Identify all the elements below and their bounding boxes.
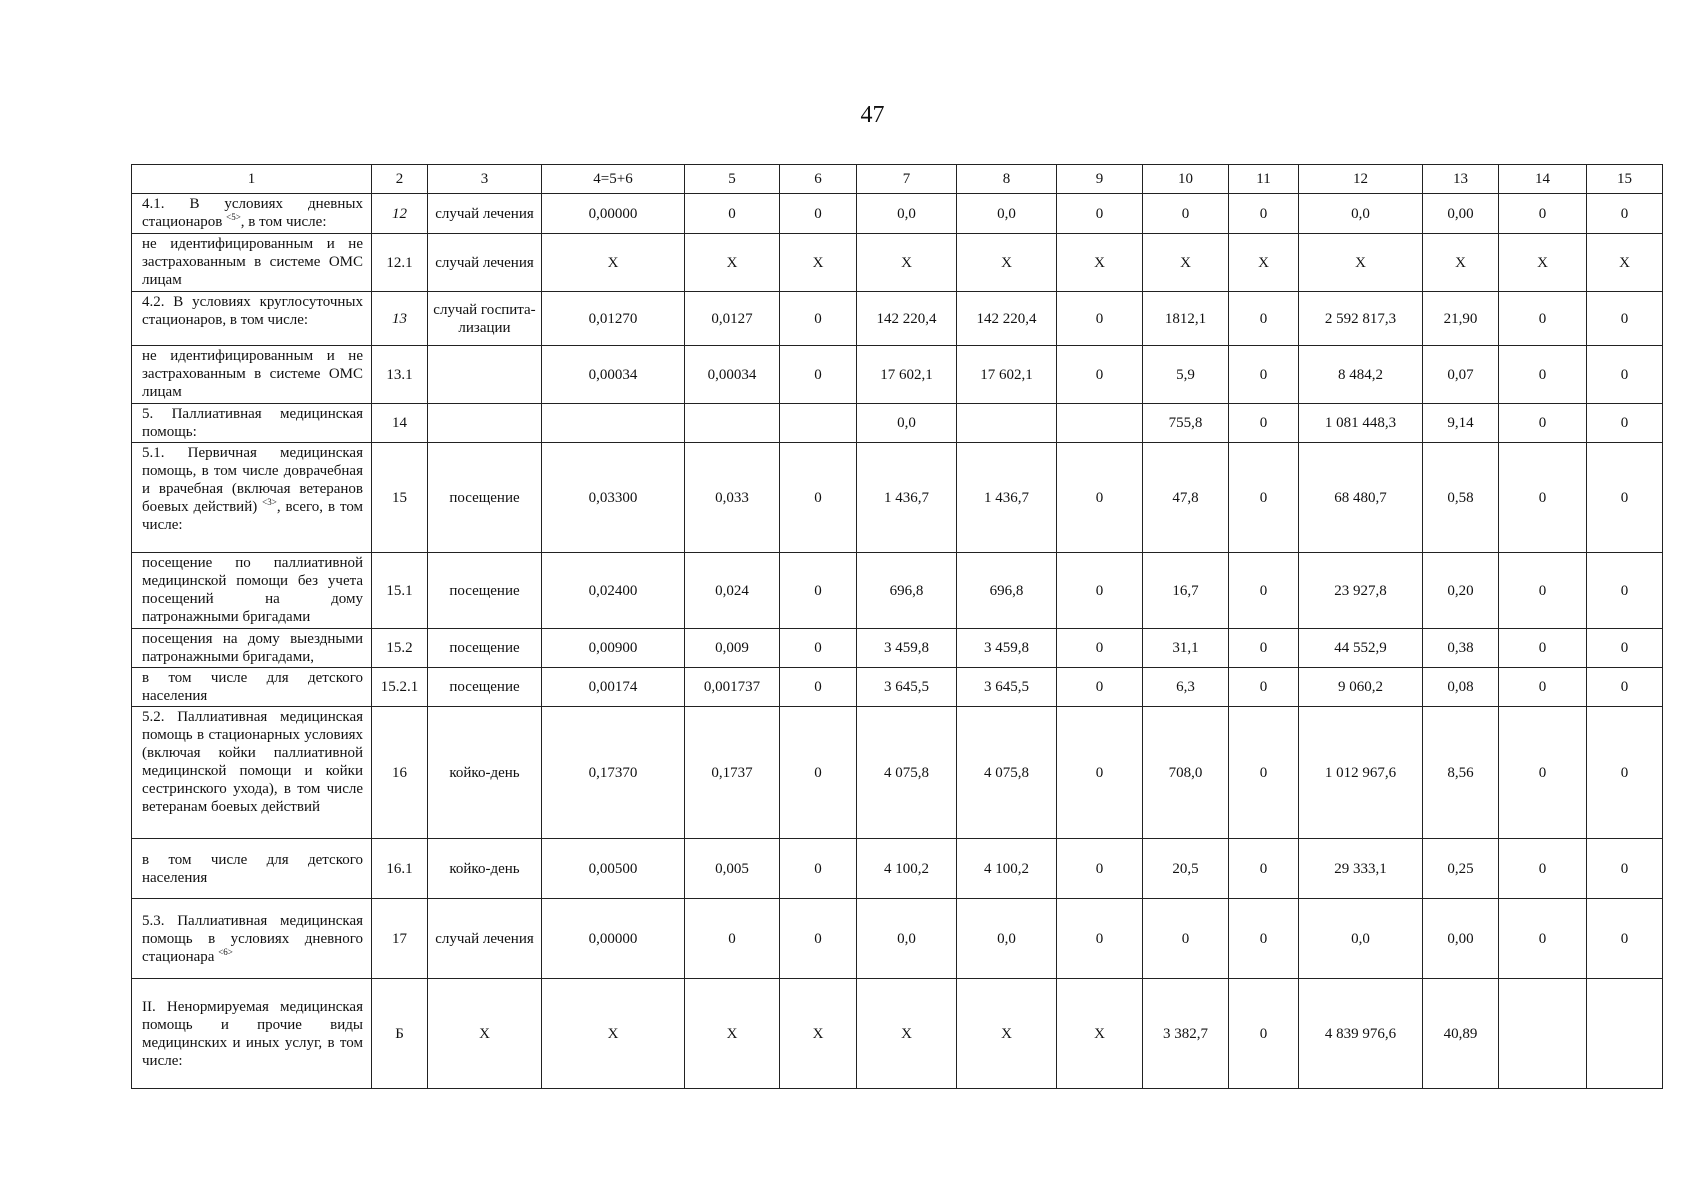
value-cell: 0,07 xyxy=(1423,346,1499,404)
header-cell: 15 xyxy=(1587,165,1663,194)
row-unit: случай лечения xyxy=(428,234,542,292)
value-cell: 1812,1 xyxy=(1143,292,1229,346)
table-row xyxy=(132,629,1663,668)
value-cell: 0 xyxy=(1499,292,1587,346)
value-cell: 0 xyxy=(780,707,857,839)
header-cell: 2 xyxy=(372,165,428,194)
value-cell: 696,8 xyxy=(957,553,1057,629)
row-unit: посещение xyxy=(428,553,542,629)
footnote-ref: <6> xyxy=(218,946,233,957)
value-cell: X xyxy=(1229,234,1299,292)
value-cell: 4 100,2 xyxy=(957,839,1057,899)
row-unit: случай лечения xyxy=(428,194,542,234)
value-cell: 17 602,1 xyxy=(957,346,1057,404)
value-cell: 0 xyxy=(1587,629,1663,668)
row-label: 4.2. В условиях круглосуточных стационаров, в том числе: xyxy=(132,292,372,346)
value-cell: 0 xyxy=(1499,839,1587,899)
value-cell: 1 012 967,6 xyxy=(1299,707,1423,839)
value-cell: 44 552,9 xyxy=(1299,629,1423,668)
row-code: 15.2 xyxy=(372,629,428,668)
value-cell: 4 075,8 xyxy=(857,707,957,839)
row-code: 15.1 xyxy=(372,553,428,629)
table-row xyxy=(132,346,1663,404)
value-cell: 0 xyxy=(780,346,857,404)
value-cell: 0,00500 xyxy=(542,839,685,899)
value-cell: 0,38 xyxy=(1423,629,1499,668)
value-cell: 0,0 xyxy=(957,899,1057,979)
value-cell: 0 xyxy=(1499,553,1587,629)
value-cell: 3 645,5 xyxy=(957,668,1057,707)
value-cell: 3 459,8 xyxy=(957,629,1057,668)
value-cell: X xyxy=(780,979,857,1089)
row-label: II. Ненормируемая медицинская помощь и прочие виды медицинских и иных услуг, в том числе: xyxy=(132,979,372,1089)
row-unit: случай госпита-лизации xyxy=(428,292,542,346)
value-cell: 16,7 xyxy=(1143,553,1229,629)
value-cell xyxy=(1587,979,1663,1089)
value-cell: 0,024 xyxy=(685,553,780,629)
value-cell: 0 xyxy=(685,899,780,979)
value-cell: 0 xyxy=(1499,899,1587,979)
row-label: 4.1. В условиях дневных стационаров $^{<5>}$, в том числе: xyxy=(132,194,372,234)
value-cell: X xyxy=(1423,234,1499,292)
value-cell: 0 xyxy=(1229,553,1299,629)
row-unit: случай лечения xyxy=(428,899,542,979)
value-cell: 0 xyxy=(1057,553,1143,629)
value-cell xyxy=(957,404,1057,443)
value-cell: 0 xyxy=(1057,194,1143,234)
value-cell: 0 xyxy=(1587,443,1663,553)
value-cell: 0,02400 xyxy=(542,553,685,629)
value-cell: 696,8 xyxy=(857,553,957,629)
row-code: 14 xyxy=(372,404,428,443)
row-code: Б xyxy=(372,979,428,1089)
value-cell: 0 xyxy=(1587,668,1663,707)
value-cell: 0,00174 xyxy=(542,668,685,707)
value-cell: X xyxy=(1057,979,1143,1089)
value-cell: 0,001737 xyxy=(685,668,780,707)
value-cell: 0,01270 xyxy=(542,292,685,346)
value-cell: 0 xyxy=(1057,346,1143,404)
table-row xyxy=(132,668,1663,707)
value-cell: 1 081 448,3 xyxy=(1299,404,1423,443)
page-number: 47 xyxy=(860,102,885,128)
value-cell xyxy=(780,404,857,443)
header-cell: 11 xyxy=(1229,165,1299,194)
footnote-ref: <5> xyxy=(226,212,241,222)
value-cell: 0 xyxy=(1143,194,1229,234)
value-cell xyxy=(685,404,780,443)
value-cell: 0 xyxy=(1057,899,1143,979)
value-cell: 0 xyxy=(1587,707,1663,839)
value-cell: 0,033 xyxy=(685,443,780,553)
header-cell: 1 xyxy=(132,165,372,194)
value-cell: 0,00 xyxy=(1423,899,1499,979)
value-cell: X xyxy=(957,979,1057,1089)
value-cell: 0 xyxy=(780,194,857,234)
value-cell: 4 075,8 xyxy=(957,707,1057,839)
value-cell: 0 xyxy=(1587,553,1663,629)
value-cell: 68 480,7 xyxy=(1299,443,1423,553)
value-cell: 0 xyxy=(1229,839,1299,899)
value-cell: 0 xyxy=(780,839,857,899)
table-row xyxy=(132,404,1663,443)
value-cell: 0,005 xyxy=(685,839,780,899)
value-cell: X xyxy=(1143,234,1229,292)
value-cell: 708,0 xyxy=(1143,707,1229,839)
value-cell: 5,9 xyxy=(1143,346,1229,404)
value-cell: X xyxy=(1057,234,1143,292)
value-cell: 0 xyxy=(685,194,780,234)
value-cell: 0,0 xyxy=(957,194,1057,234)
value-cell: 0 xyxy=(1057,668,1143,707)
header-cell: 13 xyxy=(1423,165,1499,194)
value-cell: 0,009 xyxy=(685,629,780,668)
value-cell: X xyxy=(1587,234,1663,292)
value-cell: 0 xyxy=(1499,707,1587,839)
value-cell: 0 xyxy=(1229,194,1299,234)
value-cell: 142 220,4 xyxy=(957,292,1057,346)
value-cell: 8 484,2 xyxy=(1299,346,1423,404)
row-unit: койко-день xyxy=(428,707,542,839)
value-cell: 31,1 xyxy=(1143,629,1229,668)
value-cell: 755,8 xyxy=(1143,404,1229,443)
value-cell: X xyxy=(780,234,857,292)
value-cell: 0 xyxy=(1229,707,1299,839)
row-code: 15.2.1 xyxy=(372,668,428,707)
value-cell: 0,0 xyxy=(857,194,957,234)
value-cell: 0,0 xyxy=(857,404,957,443)
table-row xyxy=(132,899,1663,979)
footnote-ref: <3> xyxy=(262,497,277,507)
row-label: посещение по паллиативной медицинской помощи без учета посещений на дому патронажными бригадами xyxy=(132,553,372,629)
value-cell: X xyxy=(1299,234,1423,292)
value-cell: X xyxy=(685,234,780,292)
table-row xyxy=(132,979,1663,1089)
value-cell: 6,3 xyxy=(1143,668,1229,707)
value-cell: 8,56 xyxy=(1423,707,1499,839)
value-cell: 0 xyxy=(1057,839,1143,899)
value-cell: 0 xyxy=(1057,629,1143,668)
value-cell: 0 xyxy=(780,899,857,979)
row-label: не идентифицированным и не застрахованным в системе ОМС лицам xyxy=(132,346,372,404)
header-cell: 6 xyxy=(780,165,857,194)
value-cell: 0,00034 xyxy=(685,346,780,404)
row-unit: посещение xyxy=(428,443,542,553)
value-cell: 2 592 817,3 xyxy=(1299,292,1423,346)
value-cell: 0,17370 xyxy=(542,707,685,839)
table-body xyxy=(132,165,1663,1089)
value-cell: 0 xyxy=(1229,292,1299,346)
row-code: 12 xyxy=(372,194,428,234)
value-cell: 4 100,2 xyxy=(857,839,957,899)
row-unit xyxy=(428,404,542,443)
value-cell: 0 xyxy=(1229,899,1299,979)
value-cell: 0 xyxy=(1057,292,1143,346)
value-cell: 0 xyxy=(1229,668,1299,707)
value-cell: 0,0 xyxy=(1299,899,1423,979)
header-cell: 10 xyxy=(1143,165,1229,194)
value-cell: 1 436,7 xyxy=(857,443,957,553)
value-cell: 0,0127 xyxy=(685,292,780,346)
value-cell: X xyxy=(542,979,685,1089)
value-cell: 0 xyxy=(1587,292,1663,346)
value-cell: 0,03300 xyxy=(542,443,685,553)
value-cell: 0 xyxy=(780,668,857,707)
row-label: 5.2. Паллиативная медицинская помощь в стационарных условиях (включая койки паллиативной медицинской помощи и койки сестринского ухода), в том числе ветеранам боевых действий xyxy=(132,707,372,839)
value-cell: 0 xyxy=(780,553,857,629)
value-cell: 40,89 xyxy=(1423,979,1499,1089)
value-cell: 29 333,1 xyxy=(1299,839,1423,899)
value-cell: 142 220,4 xyxy=(857,292,957,346)
row-unit: койко-день xyxy=(428,839,542,899)
header-cell: 14 xyxy=(1499,165,1587,194)
value-cell: 0 xyxy=(1229,979,1299,1089)
value-cell: 0,25 xyxy=(1423,839,1499,899)
row-unit: посещение xyxy=(428,629,542,668)
value-cell: 0,0 xyxy=(1299,194,1423,234)
value-cell: 0,00000 xyxy=(542,899,685,979)
value-cell: 3 645,5 xyxy=(857,668,957,707)
value-cell: X xyxy=(542,234,685,292)
value-cell: 0 xyxy=(780,443,857,553)
row-label: в том числе для детского населения xyxy=(132,668,372,707)
value-cell: 3 459,8 xyxy=(857,629,957,668)
header-cell: 4=5+6 xyxy=(542,165,685,194)
value-cell: 0 xyxy=(1229,443,1299,553)
value-cell: 0 xyxy=(1499,404,1587,443)
header-cell: 12 xyxy=(1299,165,1423,194)
header-cell: 7 xyxy=(857,165,957,194)
value-cell: 0,20 xyxy=(1423,553,1499,629)
value-cell: 0,1737 xyxy=(685,707,780,839)
row-code: 16 xyxy=(372,707,428,839)
value-cell: 0 xyxy=(1229,404,1299,443)
value-cell: X xyxy=(957,234,1057,292)
value-cell: 0,08 xyxy=(1423,668,1499,707)
value-cell: 0 xyxy=(1499,443,1587,553)
value-cell: 0 xyxy=(1499,194,1587,234)
value-cell: 0 xyxy=(1057,707,1143,839)
value-cell: 0 xyxy=(1499,668,1587,707)
value-cell: 23 927,8 xyxy=(1299,553,1423,629)
row-label: посещения на дому выездными патронажными бригадами, xyxy=(132,629,372,668)
value-cell: 9,14 xyxy=(1423,404,1499,443)
value-cell: 47,8 xyxy=(1143,443,1229,553)
table-row xyxy=(132,292,1663,346)
value-cell: 0 xyxy=(1057,443,1143,553)
value-cell: X xyxy=(1499,234,1587,292)
value-cell: 0 xyxy=(1587,346,1663,404)
value-cell: 0 xyxy=(1587,404,1663,443)
header-cell: 5 xyxy=(685,165,780,194)
value-cell: 0,58 xyxy=(1423,443,1499,553)
header-cell: 3 xyxy=(428,165,542,194)
row-label: 5.3. Паллиативная медицинская помощь в условиях дневного стационара $^{<6>}$ xyxy=(132,899,372,979)
value-cell: 0,00034 xyxy=(542,346,685,404)
table-row xyxy=(132,839,1663,899)
row-code: 16.1 xyxy=(372,839,428,899)
value-cell: 0 xyxy=(1587,899,1663,979)
row-code: 13.1 xyxy=(372,346,428,404)
value-cell: 1 436,7 xyxy=(957,443,1057,553)
value-cell xyxy=(1057,404,1143,443)
value-cell: 0,00 xyxy=(1423,194,1499,234)
row-code: 13 xyxy=(372,292,428,346)
table-row xyxy=(132,443,1663,553)
value-cell: 20,5 xyxy=(1143,839,1229,899)
value-cell: 0 xyxy=(1587,194,1663,234)
value-cell: X xyxy=(857,234,957,292)
header-cell: 9 xyxy=(1057,165,1143,194)
table-row xyxy=(132,234,1663,292)
row-unit xyxy=(428,346,542,404)
value-cell: 3 382,7 xyxy=(1143,979,1229,1089)
row-unit: X xyxy=(428,979,542,1089)
table-row xyxy=(132,707,1663,839)
value-cell: 0 xyxy=(780,292,857,346)
table-row xyxy=(132,553,1663,629)
row-label: 5.1. Первичная медицинская помощь, в том числе доврачебная и врачебная (включая ветеранов боевых действий) $^{<3>}$, всего, в том числе: xyxy=(132,443,372,553)
row-code: 15 xyxy=(372,443,428,553)
value-cell: 9 060,2 xyxy=(1299,668,1423,707)
value-cell: 0 xyxy=(780,629,857,668)
value-cell: 0 xyxy=(1499,346,1587,404)
header-cell: 8 xyxy=(957,165,1057,194)
row-label: 5. Паллиативная медицинская помощь: xyxy=(132,404,372,443)
value-cell: 0,0 xyxy=(857,899,957,979)
value-cell: 0 xyxy=(1229,346,1299,404)
value-cell: 0 xyxy=(1587,839,1663,899)
table-row xyxy=(132,194,1663,234)
row-label: в том числе для детского населения xyxy=(132,839,372,899)
row-code: 12.1 xyxy=(372,234,428,292)
value-cell: 0,00900 xyxy=(542,629,685,668)
value-cell: 0,00000 xyxy=(542,194,685,234)
value-cell: 0 xyxy=(1499,629,1587,668)
table-header-row xyxy=(132,165,1663,194)
value-cell xyxy=(542,404,685,443)
value-cell: X xyxy=(685,979,780,1089)
value-cell xyxy=(1499,979,1587,1089)
row-code: 17 xyxy=(372,899,428,979)
row-label: не идентифицированным и не застрахованным в системе ОМС лицам xyxy=(132,234,372,292)
value-cell: 17 602,1 xyxy=(857,346,957,404)
value-cell: 0 xyxy=(1143,899,1229,979)
row-unit: посещение xyxy=(428,668,542,707)
value-cell: 21,90 xyxy=(1423,292,1499,346)
data-table xyxy=(131,164,1663,1089)
value-cell: 4 839 976,6 xyxy=(1299,979,1423,1089)
value-cell: X xyxy=(857,979,957,1089)
value-cell: 0 xyxy=(1229,629,1299,668)
